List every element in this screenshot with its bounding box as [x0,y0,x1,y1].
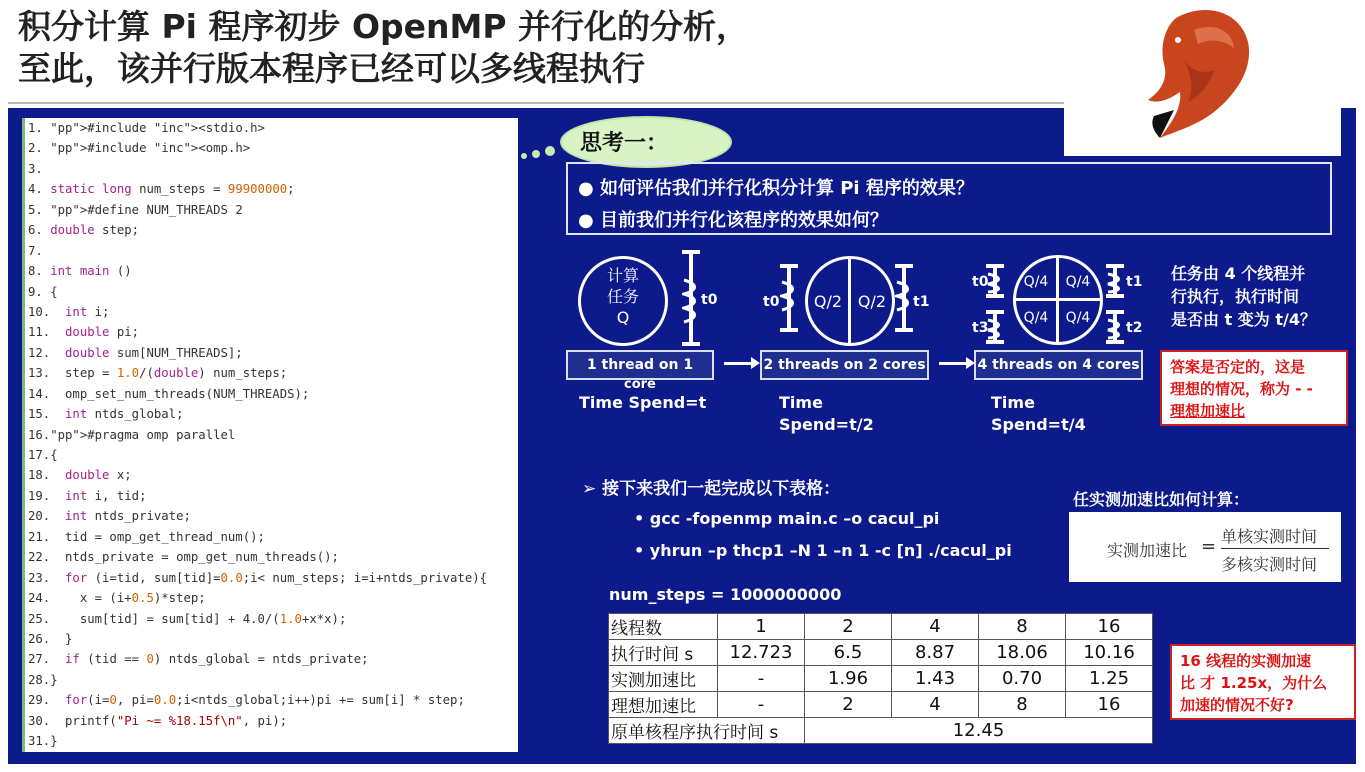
table-cell: 10.16 [1066,640,1153,666]
row-header: 理想加速比 [609,692,718,718]
table-row [609,614,1153,640]
thread-label: t3 [972,320,989,336]
two-thread-box: 2 threads on 2 cores [760,350,929,380]
circle-split-horizontal [1015,298,1101,301]
formula-lhs: 实测加速比 [1107,541,1188,560]
code-line: 8. int main () [28,264,132,279]
thread-label: t0 [701,292,718,308]
answer-box [1160,350,1348,426]
red-bird-mascot-icon [1064,0,1341,156]
side-question-line3: 是否由 t 变为 t/4？ [1171,310,1316,329]
table-row [609,666,1153,692]
table-cell: 12.45 [805,718,1153,744]
row-header: 执行时间 s [609,640,718,666]
half-label: Q/2 [857,292,887,311]
fraction-bar [1221,548,1329,549]
arrow-right-icon [939,362,967,365]
row-header: 实测加速比 [609,666,718,692]
code-line: 28.} [28,672,58,687]
quarter-label: Q/4 [1065,274,1091,290]
code-line: 30. printf("Pi ~= %18.15f\n", pi); [28,713,288,728]
code-line: 21. tid = omp_get_thread_num(); [28,529,265,544]
thread-coil-icon [682,250,700,346]
table-cell: - [718,666,805,692]
code-line: 23. for (i=tid, sum[tid]=0.0;i< num_steps; i=i+ntds_private){ [28,570,488,585]
thread-coil-icon [986,264,1004,298]
time-spend-2-line1: Time [779,393,823,412]
answer-line3: 理想加速比 [1170,402,1246,420]
time-spend-2 [779,392,874,436]
code-line: 29. for(i=0, pi=0.0;i<ntds_global;i++)pi += sum[i] * step; [28,693,465,708]
code-line: 25. sum[tid] = sum[tid] + 4.0/(1.0+x*x); [28,611,347,626]
command-yhrun: • yhrun –p thcp1 –N 1 –n 1 -c [n] ./cacul_pi [634,541,1012,560]
code-line: 9. { [28,284,58,299]
bubble-dot [532,150,540,158]
side-question-line2: 行执行，执行时间 [1171,287,1300,306]
thread-coil-icon [986,310,1004,344]
speedup-question-line2: 比 才 1.25x，为什么 [1180,674,1328,692]
table-row [609,640,1153,666]
code-line: 11. double pi; [28,325,140,340]
task-circle-label [578,265,668,328]
title-divider [8,102,1090,104]
code-line: 6. double step; [28,223,140,238]
bubble-dot [521,153,527,159]
code-line: 15. int ntds_global; [28,407,184,422]
code-line: 14. omp_set_num_threads(NUM_THREADS); [28,386,310,401]
code-line: 4. static long num_steps = 99900000; [28,182,295,197]
command-gcc: • gcc -fopenmp main.c –o cacul_pi [634,509,940,528]
code-line: 18. double x; [28,468,132,483]
formula-card [1069,512,1341,582]
four-thread-box: 4 threads on 4 cores [974,350,1143,380]
table-cell: 8 [979,614,1066,640]
task-label-line3: Q [616,308,630,327]
task-label-line1: 计算 [606,266,639,285]
side-question-line1: 任务由 4 个线程并 [1171,264,1306,283]
table-cell: 1.25 [1066,666,1153,692]
thread-label: t1 [1126,274,1143,290]
thread-coil-icon [1106,310,1124,344]
formula-numerator: 单核实测时间 [1221,527,1318,546]
code-line: 22. ntds_private = omp_get_num_threads(); [28,550,339,565]
single-thread-label: 1 thread on 1 [586,357,694,373]
table-cell: 6.5 [805,640,892,666]
time-spend-1: Time Spend=t [579,393,707,412]
table-cell: 18.06 [979,640,1066,666]
code-line: 16."pp">#pragma omp parallel [28,427,236,442]
table-cell: 2 [805,692,892,718]
arrow-right-icon [724,362,752,365]
table-cell: 8 [979,692,1066,718]
code-line: 27. if (tid == 0) ntds_global = ntds_private; [28,652,369,667]
table-cell: 1 [718,614,805,640]
bubble-dot [545,146,555,156]
code-line: 2. "pp">#include "inc"><omp.h> [28,141,251,156]
thread-label: t0 [763,294,780,310]
table-cell: 16 [1066,692,1153,718]
table-cell: 0.70 [979,666,1066,692]
code-line: 5. "pp">#define NUM_THREADS 2 [28,202,243,217]
code-line: 20. int ntds_private; [28,509,191,524]
code-line: 1. "pp">#include "inc"><stdio.h> [28,121,265,135]
single-thread-box [566,350,714,380]
table-cell: 4 [892,692,979,718]
table-cell: 12.723 [718,640,805,666]
formula-denominator: 多核实测时间 [1221,555,1318,574]
code-line: 13. step = 1.0/(double) num_steps; [28,366,288,381]
thread-label: t0 [972,274,989,290]
speedup-question-line3: 加速的情况不好? [1180,696,1294,714]
code-line: 7. [28,243,43,258]
formula-heading: 任实测加速比如何计算： [1073,490,1250,509]
answer-line2: 理想的情况，称为 - - [1170,380,1313,398]
code-line: 17.{ [28,448,58,462]
question-2: ● 目前我们并行化该程序的效果如何？ [578,210,888,231]
table-cell: 2 [805,614,892,640]
slide-title [18,6,749,90]
table-cell: - [718,692,805,718]
code-line: 19. int i, tid; [28,488,147,503]
row-header: 线程数 [609,614,718,640]
single-thread-label-cont: core [624,377,656,392]
quarter-label: Q/4 [1065,310,1091,326]
num-steps-label: num_steps = 1000000000 [609,585,842,604]
code-line: 3. [28,161,43,176]
table-cell: 16 [1066,614,1153,640]
answer-line1: 答案是否定的，这是 [1170,358,1306,376]
title-line-1: 积分计算 Pi 程序初步 OpenMP 并行化的分析， [18,7,750,46]
code-line: 12. double sum[NUM_THREADS]; [28,345,243,360]
thread-label: t2 [1126,320,1143,336]
row-header: 原单核程序执行时间 s [609,718,805,744]
quarter-label: Q/4 [1023,274,1049,290]
code-listing [22,118,518,752]
code-line: 10. int i; [28,304,110,319]
code-line: 26. } [28,631,73,646]
title-line-2: 至此，该并行版本程序已经可以多线程执行 [18,49,645,88]
thread-coil-icon [780,264,798,332]
thread-coil-icon [1106,264,1124,298]
table-cell: 1.96 [805,666,892,692]
table-cell: 4 [892,614,979,640]
speedup-question-box [1170,644,1356,720]
circle-split-line [848,258,851,344]
question-1: ● 如何评估我们并行化积分计算 Pi 程序的效果？ [578,178,974,199]
quarter-label: Q/4 [1023,310,1049,326]
thread-coil-icon [895,264,913,332]
thought-label: 思考一： [580,131,669,156]
logo-area [1064,0,1341,156]
time-spend-3-line1: Time [991,393,1035,412]
side-question [1171,262,1316,331]
table-row [609,718,1153,744]
speedup-question-line1: 16 线程的实测加速 [1180,652,1312,670]
time-spend-2-line2: Spend=t/2 [779,415,874,434]
table-cell: 8.87 [892,640,979,666]
table-cell: 1.43 [892,666,979,692]
table-row [609,692,1153,718]
time-spend-3-line2: Spend=t/4 [991,415,1086,434]
code-line: 31.} [28,734,58,749]
time-spend-3 [991,392,1086,436]
thread-label: t1 [913,294,930,310]
results-table [608,613,1153,744]
next-heading: ➢ 接下来我们一起完成以下表格： [582,479,841,499]
task-label-line2: 任务 [606,287,639,306]
formula-equals: = [1201,536,1217,557]
half-label: Q/2 [813,292,843,311]
code-line: 24. x = (i+0.5)*step; [28,591,206,606]
